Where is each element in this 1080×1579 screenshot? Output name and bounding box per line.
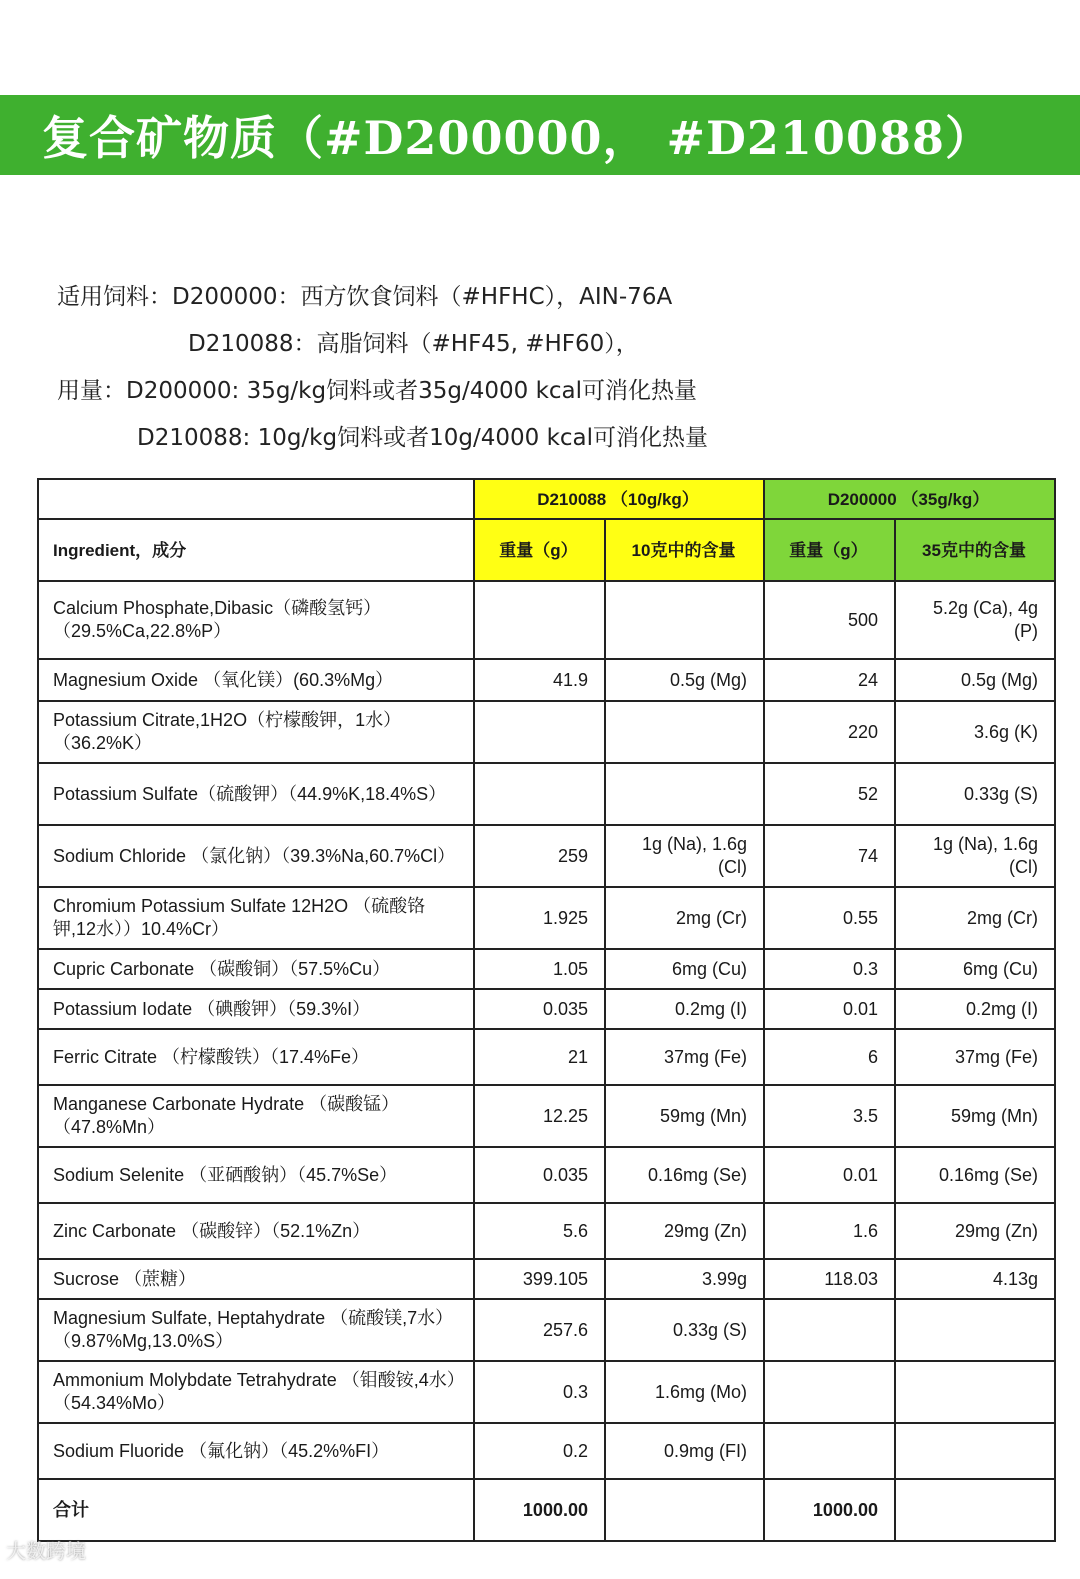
ingredient-name-cell: Sodium Selenite （亚硒酸钠）（45.7%Se） bbox=[38, 1147, 474, 1203]
content-d200000-cell: 0.2mg (I) bbox=[895, 989, 1055, 1029]
page-title-banner bbox=[0, 95, 1080, 175]
weight-d200000-cell: 118.03 bbox=[764, 1259, 895, 1299]
table-row bbox=[38, 1361, 1055, 1423]
weight-d210088-cell: 21 bbox=[474, 1029, 605, 1085]
ingredient-name-cell: Potassium Citrate,1H2O（柠檬酸钾，1水）（36.2%K） bbox=[38, 701, 474, 763]
total-row bbox=[38, 1479, 1055, 1541]
dosage-label: 用量： bbox=[57, 378, 126, 404]
table-row bbox=[38, 887, 1055, 949]
ingredient-name-cell: Sucrose （蔗糖） bbox=[38, 1259, 474, 1299]
content-d210088-cell: 0.2mg (I) bbox=[605, 989, 764, 1029]
table-row bbox=[38, 1203, 1055, 1259]
table-row bbox=[38, 701, 1055, 763]
content-d210088-cell: 59mg (Mn) bbox=[605, 1085, 764, 1147]
content-column-header-d200000: 35克中的含量 bbox=[895, 519, 1055, 581]
content-d210088-cell: 29mg (Zn) bbox=[605, 1203, 764, 1259]
content-d200000-cell: 6mg (Cu) bbox=[895, 949, 1055, 989]
content-d200000-cell: 0.5g (Mg) bbox=[895, 659, 1055, 701]
content-d210088-cell: 37mg (Fe) bbox=[605, 1029, 764, 1085]
weight-column-header-d210088: 重量（g） bbox=[474, 519, 605, 581]
weight-d210088-cell: 5.6 bbox=[474, 1203, 605, 1259]
content-d200000-cell: 29mg (Zn) bbox=[895, 1203, 1055, 1259]
group-header-d200000: D200000 （35g/kg） bbox=[764, 479, 1055, 519]
table-row bbox=[38, 989, 1055, 1029]
content-d210088-cell: 6mg (Cu) bbox=[605, 949, 764, 989]
table-row bbox=[38, 825, 1055, 887]
content-d210088-cell: 0.5g (Mg) bbox=[605, 659, 764, 701]
applicable-d200000: D200000：西方饮食饲料（#HFHC），AIN-76A bbox=[172, 284, 673, 310]
empty-corner-cell bbox=[38, 479, 474, 519]
weight-d210088-cell: 0.035 bbox=[474, 989, 605, 1029]
weight-d210088-cell bbox=[474, 581, 605, 659]
ingredient-name-cell: Potassium Iodate （碘酸钾）（59.3%I） bbox=[38, 989, 474, 1029]
table-row bbox=[38, 763, 1055, 825]
content-d210088-cell: 0.16mg (Se) bbox=[605, 1147, 764, 1203]
weight-d200000-cell: 6 bbox=[764, 1029, 895, 1085]
weight-d210088-cell: 41.9 bbox=[474, 659, 605, 701]
weight-d200000-cell: 1.6 bbox=[764, 1203, 895, 1259]
weight-d200000-cell bbox=[764, 1299, 895, 1361]
table-group-header-row bbox=[38, 479, 1055, 519]
content-d200000-cell: 59mg (Mn) bbox=[895, 1085, 1055, 1147]
weight-d200000-cell: 0.01 bbox=[764, 1147, 895, 1203]
content-d200000-cell bbox=[895, 1361, 1055, 1423]
weight-d200000-cell bbox=[764, 1423, 895, 1479]
content-d200000-cell: 37mg (Fe) bbox=[895, 1029, 1055, 1085]
content-d210088-cell: 1g (Na), 1.6g (Cl) bbox=[605, 825, 764, 887]
table-row bbox=[38, 1299, 1055, 1361]
weight-d210088-cell: 399.105 bbox=[474, 1259, 605, 1299]
content-d200000-cell: 2mg (Cr) bbox=[895, 887, 1055, 949]
ingredient-name-cell: Cupric Carbonate （碳酸铜）（57.5%Cu） bbox=[38, 949, 474, 989]
ingredient-name-cell: Calcium Phosphate,Dibasic（磷酸氢钙）（29.5%Ca,22.8%P） bbox=[38, 581, 474, 659]
weight-d200000-cell: 74 bbox=[764, 825, 895, 887]
ingredient-name-cell: Chromium Potassium Sulfate 12H2O （硫酸铬钾,12水））10.4%Cr） bbox=[38, 887, 474, 949]
table-row bbox=[38, 1423, 1055, 1479]
table-row bbox=[38, 1085, 1055, 1147]
weight-d200000-cell: 0.3 bbox=[764, 949, 895, 989]
weight-d200000-cell: 52 bbox=[764, 763, 895, 825]
total-content-d200000 bbox=[895, 1479, 1055, 1541]
ingredient-column-header: Ingredient，成分 bbox=[38, 519, 474, 581]
weight-d200000-cell: 3.5 bbox=[764, 1085, 895, 1147]
weight-d200000-cell: 0.55 bbox=[764, 887, 895, 949]
table-row bbox=[38, 1147, 1055, 1203]
content-d200000-cell: 1g (Na), 1.6g (Cl) bbox=[895, 825, 1055, 887]
weight-d210088-cell bbox=[474, 701, 605, 763]
content-d200000-cell: 3.6g (K) bbox=[895, 701, 1055, 763]
applicable-label: 适用饲料： bbox=[57, 284, 172, 310]
content-d210088-cell bbox=[605, 581, 764, 659]
weight-d210088-cell: 1.925 bbox=[474, 887, 605, 949]
dosage-d200000: D200000: 35g/kg饲料或者35g/4000 kcal可消化热量 bbox=[126, 378, 698, 404]
dosage-d210088: D210088: 10g/kg饲料或者10g/4000 kcal可消化热量 bbox=[137, 425, 709, 451]
dosage-line-2 bbox=[137, 419, 708, 452]
content-d200000-cell: 5.2g (Ca), 4g (P) bbox=[895, 581, 1055, 659]
ingredient-name-cell: Magnesium Oxide （氧化镁）(60.3%Mg） bbox=[38, 659, 474, 701]
group-header-d210088: D210088 （10g/kg） bbox=[474, 479, 764, 519]
content-d200000-cell: 0.16mg (Se) bbox=[895, 1147, 1055, 1203]
content-d200000-cell: 0.33g (S) bbox=[895, 763, 1055, 825]
weight-d200000-cell: 24 bbox=[764, 659, 895, 701]
applicable-feed-line-2 bbox=[188, 325, 639, 358]
ingredient-name-cell: Sodium Chloride （氯化钠）（39.3%Na,60.7%Cl） bbox=[38, 825, 474, 887]
content-d200000-cell: 4.13g bbox=[895, 1259, 1055, 1299]
applicable-d210088: D210088：高脂饲料（#HF45, #HF60）， bbox=[188, 331, 639, 357]
content-d200000-cell bbox=[895, 1423, 1055, 1479]
content-d210088-cell: 0.9mg (FI) bbox=[605, 1423, 764, 1479]
weight-d200000-cell: 220 bbox=[764, 701, 895, 763]
weight-d200000-cell: 500 bbox=[764, 581, 895, 659]
ingredient-name-cell: Sodium Fluoride （氟化钠）（45.2%%FI） bbox=[38, 1423, 474, 1479]
ingredient-name-cell: Ferric Citrate （柠檬酸铁）（17.4%Fe） bbox=[38, 1029, 474, 1085]
content-d210088-cell: 2mg (Cr) bbox=[605, 887, 764, 949]
table-body bbox=[38, 581, 1055, 1479]
page-title: 复合矿物质（#D200000， #D210088） bbox=[42, 111, 992, 165]
table-row bbox=[38, 659, 1055, 701]
content-d210088-cell bbox=[605, 763, 764, 825]
total-weight-d200000: 1000.00 bbox=[764, 1479, 895, 1541]
weight-d210088-cell: 257.6 bbox=[474, 1299, 605, 1361]
content-d210088-cell: 3.99g bbox=[605, 1259, 764, 1299]
table-row bbox=[38, 1029, 1055, 1085]
weight-d210088-cell: 0.035 bbox=[474, 1147, 605, 1203]
total-label: 合计 bbox=[38, 1479, 474, 1541]
weight-column-header-d200000: 重量（g） bbox=[764, 519, 895, 581]
ingredient-name-cell: Magnesium Sulfate, Heptahydrate （硫酸镁,7水）（9.87%Mg,13.0%S） bbox=[38, 1299, 474, 1361]
weight-d210088-cell: 12.25 bbox=[474, 1085, 605, 1147]
total-weight-d210088: 1000.00 bbox=[474, 1479, 605, 1541]
table-column-header-row bbox=[38, 519, 1055, 581]
table-row bbox=[38, 949, 1055, 989]
weight-d200000-cell bbox=[764, 1361, 895, 1423]
table-row bbox=[38, 581, 1055, 659]
ingredient-name-cell: Potassium Sulfate（硫酸钾）（44.9%K,18.4%S） bbox=[38, 763, 474, 825]
weight-d210088-cell: 0.3 bbox=[474, 1361, 605, 1423]
content-d210088-cell: 0.33g (S) bbox=[605, 1299, 764, 1361]
applicable-feed-line-1 bbox=[57, 278, 672, 311]
content-column-header-d210088: 10克中的含量 bbox=[605, 519, 764, 581]
total-content-d210088 bbox=[605, 1479, 764, 1541]
content-d210088-cell bbox=[605, 701, 764, 763]
ingredient-name-cell: Zinc Carbonate （碳酸锌）（52.1%Zn） bbox=[38, 1203, 474, 1259]
weight-d210088-cell bbox=[474, 763, 605, 825]
mineral-mix-table bbox=[37, 478, 1056, 1542]
table-row bbox=[38, 1259, 1055, 1299]
watermark: 大数跨境 bbox=[6, 1539, 86, 1563]
content-d200000-cell bbox=[895, 1299, 1055, 1361]
ingredient-name-cell: Manganese Carbonate Hydrate （碳酸锰）（47.8%Mn） bbox=[38, 1085, 474, 1147]
content-d210088-cell: 1.6mg (Mo) bbox=[605, 1361, 764, 1423]
weight-d200000-cell: 0.01 bbox=[764, 989, 895, 1029]
weight-d210088-cell: 1.05 bbox=[474, 949, 605, 989]
weight-d210088-cell: 259 bbox=[474, 825, 605, 887]
ingredient-name-cell: Ammonium Molybdate Tetrahydrate （钼酸铵,4水）（54.34%Mo） bbox=[38, 1361, 474, 1423]
weight-d210088-cell: 0.2 bbox=[474, 1423, 605, 1479]
dosage-line-1 bbox=[57, 372, 697, 405]
